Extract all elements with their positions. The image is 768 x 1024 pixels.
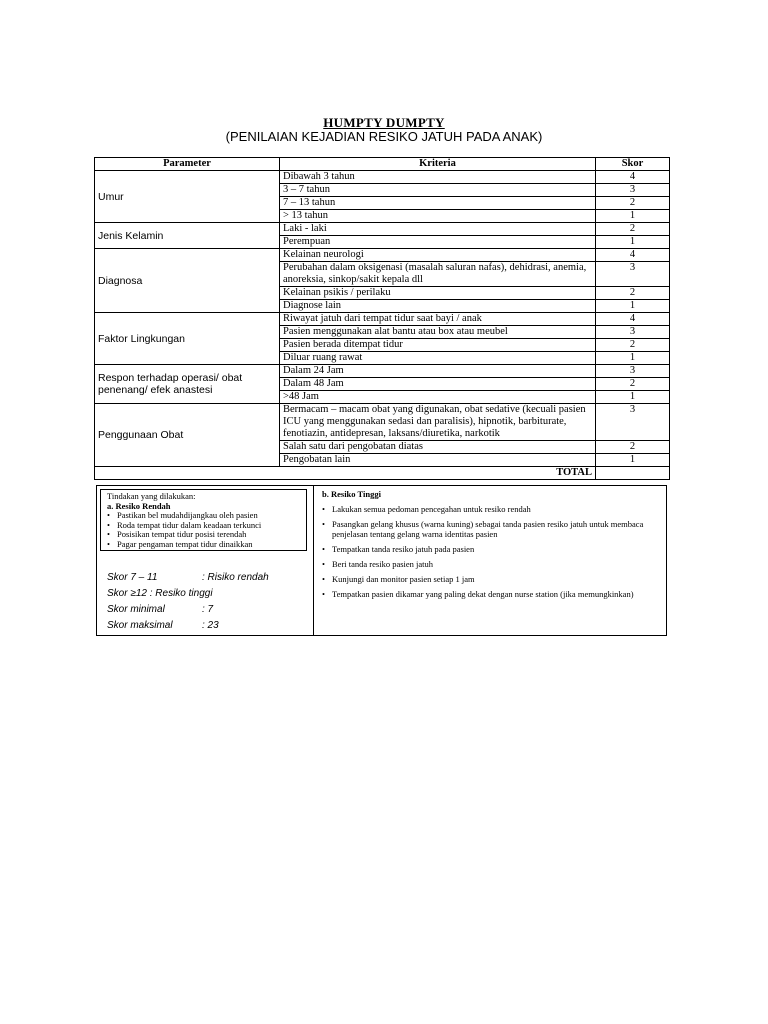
total-row — [95, 467, 670, 480]
total-value-cell — [596, 467, 670, 480]
list-item-text: Pasangkan gelang khusus (warna kuning) sebagai tanda pasien resiko jatuh untuk membaca penjelasan tentang gelang warna identitas pasien — [332, 519, 644, 539]
score-notes — [107, 570, 307, 634]
header-criteria: Kriteria — [280, 158, 596, 171]
score-cell: 3 — [596, 365, 670, 378]
table-row — [95, 171, 670, 184]
parameter-cell: Umur — [95, 171, 280, 223]
list-item-text: Lakukan semua pedoman pencegahan untuk resiko rendah — [332, 504, 531, 514]
high-risk-title: b. Resiko Tinggi — [322, 489, 381, 499]
header-score: Skor — [596, 158, 670, 171]
page-subtitle: (PENILAIAN KEJADIAN RESIKO JATUH PADA ANAK) — [225, 129, 543, 144]
criteria-cell: Riwayat jatuh dari tempat tidur saat bayi / anak — [280, 313, 596, 326]
actions-divider — [313, 486, 314, 635]
assessment-table — [94, 157, 670, 480]
score-cell: 3 — [596, 184, 670, 197]
low-risk-list — [107, 511, 300, 549]
table-row — [95, 223, 670, 236]
list-item-text: Posisikan tempat tidur posisi terendah — [117, 529, 247, 539]
score-cell: 2 — [596, 378, 670, 391]
parameter-cell: Faktor Lingkungan — [95, 313, 280, 365]
header-parameter: Parameter — [95, 158, 280, 171]
bullet-icon: • — [322, 519, 325, 529]
score-cell: 4 — [596, 171, 670, 184]
score-cell: 1 — [596, 210, 670, 223]
criteria-cell: Diagnose lain — [280, 300, 596, 313]
criteria-cell: 3 – 7 tahun — [280, 184, 596, 197]
list-item — [322, 544, 662, 554]
list-item — [322, 574, 662, 584]
criteria-cell: Salah satu dari pengobatan diatas — [280, 441, 596, 454]
bullet-icon: • — [107, 538, 110, 549]
list-item-text: Tempatkan tanda resiko jatuh pada pasien — [332, 544, 475, 554]
actions-intro: Tindakan yang dilakukan: — [107, 491, 196, 501]
criteria-cell: Dalam 24 Jam — [280, 365, 596, 378]
list-item — [322, 559, 662, 569]
list-item-text: Pastikan bel mudahdijangkau oleh pasien — [117, 510, 258, 520]
list-item — [107, 540, 300, 550]
score-note-key: Skor maksimal — [107, 620, 173, 631]
score-cell: 2 — [596, 197, 670, 210]
parameter-cell: Diagnosa — [95, 249, 280, 313]
score-cell: 2 — [596, 287, 670, 300]
score-cell: 4 — [596, 249, 670, 262]
criteria-cell: Pasien menggunakan alat bantu atau box atau meubel — [280, 326, 596, 339]
parameter-cell: Penggunaan Obat — [95, 404, 280, 467]
criteria-cell: Kelainan psikis / perilaku — [280, 287, 596, 300]
bullet-icon: • — [322, 574, 325, 584]
bullet-icon: • — [322, 589, 325, 599]
bullet-icon: • — [322, 544, 325, 554]
score-cell: 3 — [596, 404, 670, 441]
low-risk-title: a. Resiko Rendah — [107, 500, 171, 511]
table-row — [95, 249, 670, 262]
high-risk-actions — [322, 489, 662, 599]
bullet-icon: • — [107, 519, 110, 530]
score-note — [107, 618, 307, 634]
score-cell: 4 — [596, 313, 670, 326]
criteria-cell: Pasien berada ditempat tidur — [280, 339, 596, 352]
score-note-value: : 23 — [202, 620, 219, 631]
score-cell: 1 — [596, 236, 670, 249]
criteria-cell: Perempuan — [280, 236, 596, 249]
score-cell: 3 — [596, 262, 670, 287]
criteria-cell: Pengobatan lain — [280, 454, 596, 467]
list-item-text: Beri tanda resiko pasien jatuh — [332, 559, 434, 569]
bullet-icon: • — [107, 510, 110, 520]
criteria-cell: > 13 tahun — [280, 210, 596, 223]
parameter-cell: Jenis Kelamin — [95, 223, 280, 249]
score-cell: 1 — [596, 454, 670, 467]
score-cell: 1 — [596, 352, 670, 365]
actions-box — [96, 485, 667, 636]
high-risk-list — [322, 504, 662, 599]
list-item-text: Tempatkan pasien dikamar yang paling dekat dengan nurse station (jika memungkinkan) — [332, 589, 634, 599]
page-title: HUMPTY DUMPTY — [323, 115, 445, 130]
criteria-cell: Kelainan neurologi — [280, 249, 596, 262]
table-row — [95, 404, 670, 441]
list-item — [322, 519, 662, 539]
score-note — [107, 602, 307, 618]
list-item — [322, 504, 662, 514]
score-note-key: Skor minimal — [107, 604, 165, 615]
criteria-cell: >48 Jam — [280, 391, 596, 404]
list-item-text: Pagar pengaman tempat tidur dinaikkan — [117, 538, 253, 549]
total-label: TOTAL — [95, 467, 596, 480]
score-cell: 2 — [596, 223, 670, 236]
score-cell: 1 — [596, 300, 670, 313]
score-note-key: Skor 7 – 11 — [107, 572, 158, 583]
criteria-cell: Perubahan dalam oksigenasi (masalah saluran nafas), dehidrasi, anemia, anoreksia, sinkop/sakit kepala dll — [280, 262, 596, 287]
score-note — [107, 570, 307, 586]
list-item — [322, 589, 662, 599]
criteria-cell: Diluar ruang rawat — [280, 352, 596, 365]
table-row — [95, 365, 670, 378]
criteria-cell: Laki - laki — [280, 223, 596, 236]
bullet-icon: • — [322, 559, 325, 569]
table-body — [95, 171, 670, 480]
table-header-row — [95, 158, 670, 171]
score-note-value: : 7 — [202, 604, 214, 615]
bullet-icon: • — [322, 504, 325, 514]
score-cell: 2 — [596, 441, 670, 454]
bullet-icon: • — [107, 529, 110, 539]
parameter-cell: Respon terhadap operasi/ obat penenang/ efek anastesi — [95, 365, 280, 404]
table-row — [95, 313, 670, 326]
score-note-key: Skor ≥12 : Resiko tinggi — [107, 588, 213, 599]
criteria-cell: Bermacam – macam obat yang digunakan, obat sedative (kecuali pasien ICU yang menggunakan sedasi dan paralisis), hipnotik, barbiturate, fenotiazin, antidepresan, laksans/diuretika, narkotik — [280, 404, 596, 441]
list-item-text: Roda tempat tidur dalam keadaan terkunci — [117, 519, 262, 530]
score-cell: 1 — [596, 391, 670, 404]
criteria-cell: Dalam 48 Jam — [280, 378, 596, 391]
list-item-text: Kunjungi dan monitor pasien setiap 1 jam — [332, 574, 475, 584]
criteria-cell: Dibawah 3 tahun — [280, 171, 596, 184]
score-note-value: : Risiko rendah — [202, 572, 269, 583]
score-cell: 3 — [596, 326, 670, 339]
score-note — [107, 586, 307, 602]
score-cell: 2 — [596, 339, 670, 352]
low-risk-actions — [100, 489, 307, 551]
criteria-cell: 7 – 13 tahun — [280, 197, 596, 210]
